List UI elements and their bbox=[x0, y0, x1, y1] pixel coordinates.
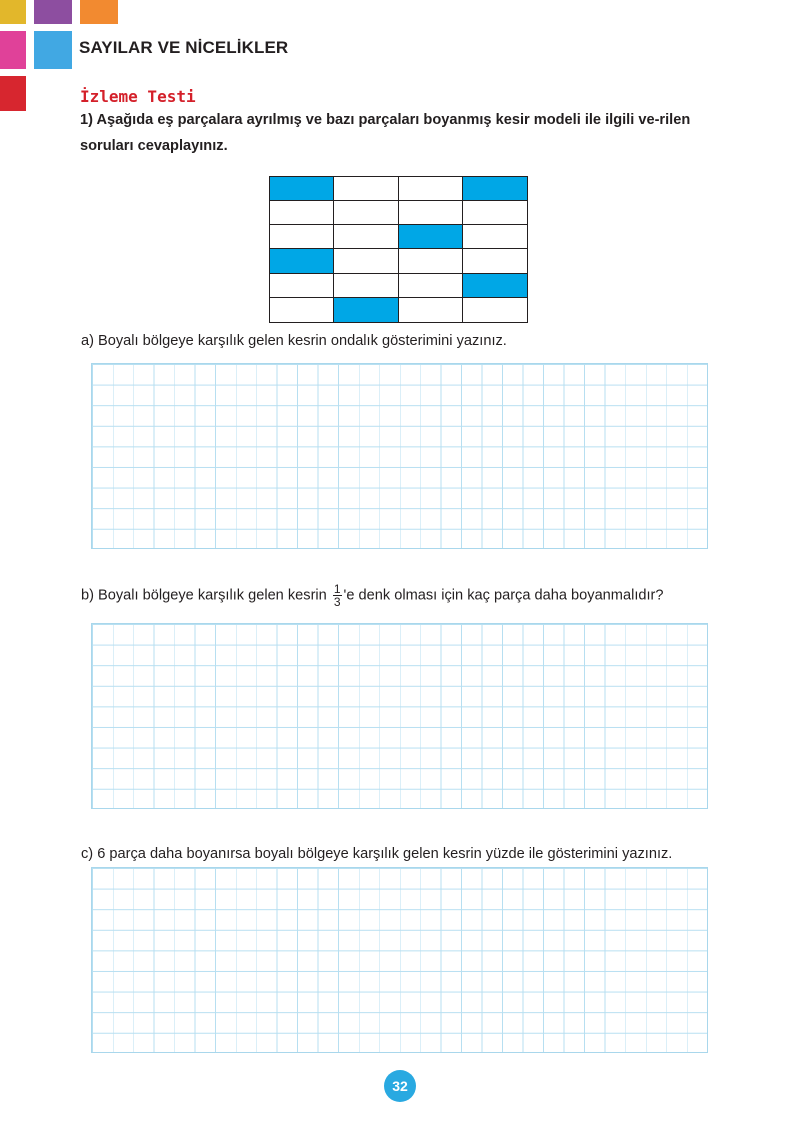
model-cell-shaded bbox=[334, 298, 398, 322]
model-cell bbox=[399, 201, 463, 225]
model-cell bbox=[334, 225, 398, 249]
model-cell bbox=[334, 177, 398, 201]
answer-grid-a[interactable] bbox=[91, 363, 708, 549]
fraction-denominator: 3 bbox=[333, 595, 341, 609]
question-text: 1) Aşağıda eş parçalara ayrılmış ve bazı parçaları boyanmış kesir modeli ile ilgili ve-rilen soruları cevaplayınız. bbox=[80, 112, 691, 154]
fraction-one-third bbox=[333, 583, 342, 608]
model-cell bbox=[270, 225, 334, 249]
model-cell bbox=[270, 201, 334, 225]
model-cell bbox=[399, 177, 463, 201]
model-cell bbox=[270, 298, 334, 322]
sub-question-c: c) 6 parça daha boyanırsa boyalı bölgeye karşılık gelen kesrin yüzde ile gösterimini yazınız. bbox=[81, 846, 673, 862]
model-cell bbox=[270, 274, 334, 298]
model-cell bbox=[334, 249, 398, 273]
model-cell bbox=[334, 201, 398, 225]
fraction-model bbox=[269, 176, 528, 323]
answer-grid-c[interactable] bbox=[91, 867, 708, 1053]
model-cell-shaded bbox=[399, 225, 463, 249]
model-cell bbox=[463, 298, 527, 322]
decor-square-yellow bbox=[0, 0, 26, 24]
page-number: 32 bbox=[384, 1070, 416, 1102]
section-title: İzleme Testi bbox=[80, 87, 196, 106]
sub-question-a: a) Boyalı bölgeye karşılık gelen kesrin ondalık gösterimini yazınız. bbox=[81, 333, 507, 349]
decor-square-pink bbox=[0, 31, 26, 69]
model-cell-shaded bbox=[270, 177, 334, 201]
header-title: SAYILAR VE NİCELİKLER bbox=[79, 38, 289, 57]
model-cell bbox=[399, 249, 463, 273]
decor-square-purple bbox=[34, 0, 72, 24]
model-cell bbox=[399, 298, 463, 322]
model-cell bbox=[463, 225, 527, 249]
model-cell-shaded bbox=[463, 177, 527, 201]
decor-square-red bbox=[0, 76, 26, 111]
model-cell-shaded bbox=[463, 274, 527, 298]
model-cell bbox=[399, 274, 463, 298]
model-cell-shaded bbox=[270, 249, 334, 273]
model-cell bbox=[334, 274, 398, 298]
decor-square-orange bbox=[80, 0, 118, 24]
sub-question-b bbox=[81, 583, 664, 608]
answer-grid-b[interactable] bbox=[91, 623, 708, 809]
model-cell bbox=[463, 201, 527, 225]
decor-square-blue bbox=[34, 31, 72, 69]
model-cell bbox=[463, 249, 527, 273]
sub-question-b-text-after: 'e denk olması için kaç parça daha boyanmalıdır? bbox=[343, 587, 664, 604]
fraction-numerator: 1 bbox=[333, 582, 341, 596]
sub-question-b-text-before: b) Boyalı bölgeye karşılık gelen kesrin bbox=[81, 587, 327, 604]
